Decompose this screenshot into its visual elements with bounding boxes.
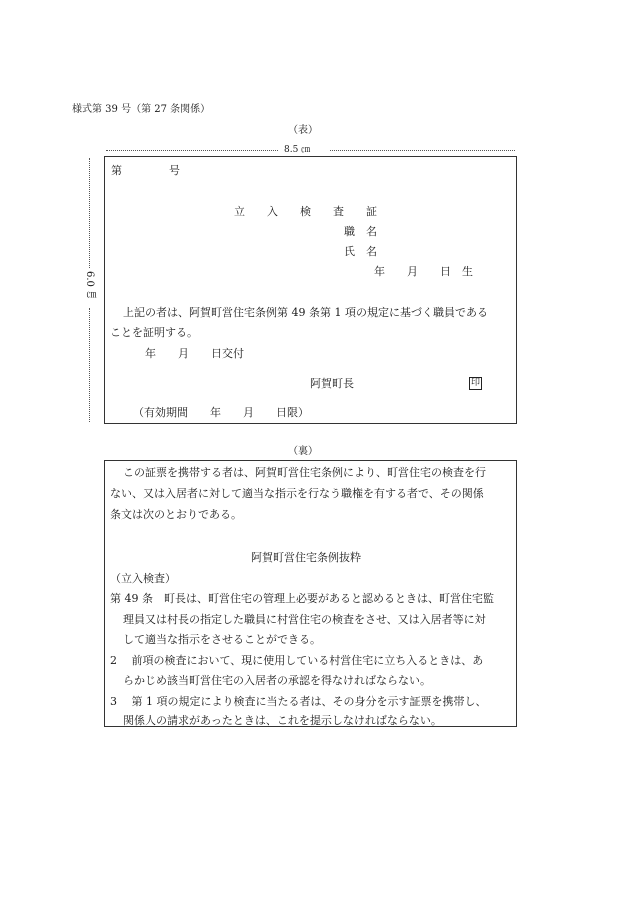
number-suffix: 号 — [169, 164, 180, 177]
issued-date: 年 月 日交付 — [145, 347, 244, 360]
article-line-1: 第 49 条 町長は、町営住宅の管理上必要があると認めるときは、町営住宅監 — [110, 592, 494, 605]
issuer: 阿賀町長 — [310, 377, 354, 390]
excerpt-title: 阿賀町営住宅条例抜粋 — [251, 551, 361, 564]
paragraph-3-line-1: 3 第 1 項の規定により検査に当たる者は、その身分を示す証票を携帯し、 — [110, 695, 487, 708]
width-label: 8.5 ㎝ — [284, 145, 311, 155]
width-dimension-line-right — [330, 150, 515, 151]
intro-line-1: この証票を携帯する者は、阿賀町営住宅条例により、町営住宅の検査を行 — [123, 466, 486, 479]
certification-line-1: 上記の者は、阿賀町営住宅条例第 49 条第 1 項の規定に基づく職員である — [123, 306, 488, 319]
birth-label: 年 月 日 生 — [374, 265, 473, 278]
seal-stamp — [469, 377, 482, 390]
card-title: 立 入 検 査 証 — [234, 205, 377, 218]
intro-line-3: 条文は次のとおりである。 — [110, 508, 242, 521]
paragraph-2-line-2: らかじめ該当町営住宅の入居者の承認を得なければならない。 — [123, 674, 431, 687]
section-caption: （立入検査） — [110, 572, 176, 585]
width-dimension-line-left — [106, 150, 278, 151]
article-line-3: して適当な指示をさせることができる。 — [123, 633, 321, 646]
form-header: 様式第 39 号（第 27 条関係） — [72, 104, 211, 115]
height-label: 6.0 ㎝ — [84, 271, 95, 301]
paragraph-3-line-2: 関係人の請求があったときは、これを提示しなければならない。 — [123, 714, 442, 727]
seal-char: 印 — [470, 378, 480, 388]
height-dimension-line-bottom — [89, 308, 90, 422]
number-prefix: 第 — [111, 164, 122, 177]
paragraph-2-line-1: 2 前項の検査において、現に使用している村営住宅に立ち入るときは、あ — [110, 654, 484, 667]
article-line-2: 理員又は村長の指定した職員に村営住宅の検査をさせ、又は入居者等に対 — [123, 613, 486, 626]
back-card — [104, 460, 517, 727]
height-dimension-line-top — [89, 158, 90, 268]
back-label: （裏） — [288, 446, 318, 457]
front-card — [104, 156, 517, 424]
front-label: （表） — [288, 125, 318, 136]
name-label: 氏 名 — [344, 245, 377, 258]
validity-period: （有効期間 年 月 日限） — [133, 406, 309, 419]
certification-line-2: ことを証明する。 — [110, 326, 198, 339]
intro-line-2: ない、又は入居者に対して適当な指示を行なう職権を有する者で、その関係 — [110, 487, 484, 500]
position-label: 職 名 — [344, 225, 377, 238]
